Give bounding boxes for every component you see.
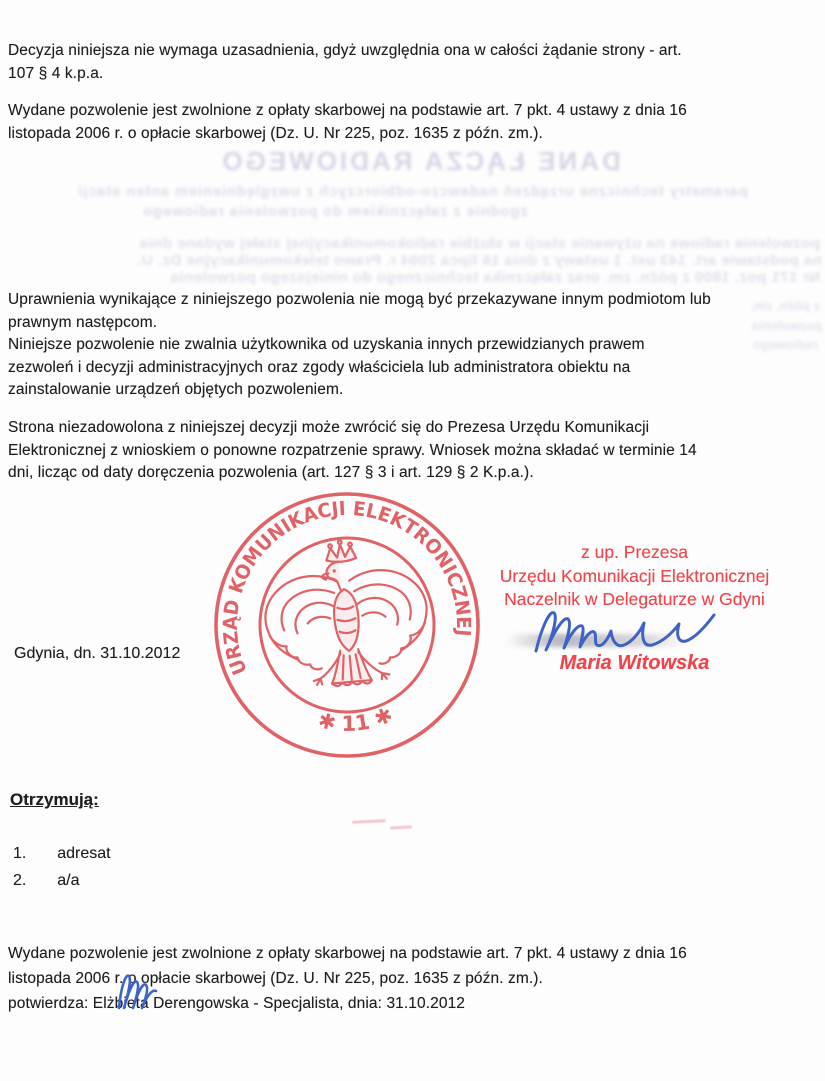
text-line: potwierdza: Elżbieta Derengowska - Specjalista, dnia: 31.10.2012	[8, 995, 466, 1012]
signature-stroke	[536, 613, 714, 651]
signatory-authority-block	[452, 541, 817, 612]
text-line: Wydane pozwolenie jest zwolnione z opłaty skarbowej na podstawie art. 7 pkt. 4 ustawy z dnia 16	[8, 945, 687, 962]
text-line: Decyzja niniejsza nie wymaga uzasadnienia, gdyż uwzględnia ona w całości żądanie strony - art.	[8, 42, 682, 59]
text-line: Niniejsze pozwolenie nie zwalnia użytkownika od uzyskania innych przewidzianych prawem	[8, 336, 645, 353]
distribution-item	[13, 872, 80, 890]
text-line: 107 § 4 k.p.a.	[8, 64, 104, 82]
bleedthrough-side-mark: radiowego	[752, 337, 818, 352]
item-number: 1.	[13, 845, 27, 862]
signatory-name: Maria Witowska	[559, 652, 710, 674]
official-round-stamp	[206, 484, 488, 766]
stamp-number-text: ✱ 11 ✱	[315, 702, 397, 736]
paragraph-appeal-rights	[8, 417, 697, 485]
bleedthrough-paragraph-line: na podstawie art. 143 ust. 1 ustawy z dnia 16 lipca 2004 r. Prawo telekomunikacyjne Dz. U.	[136, 252, 822, 269]
text-line: Uprawnienia wynikające z niniejszego pozwolenia nie mogą być przekazywane innym podmiotom lub	[8, 291, 711, 308]
item-label: adresat	[57, 845, 111, 862]
text-line: dni, licząc od daty doręczenia pozwolenia (art. 127 § 3 i art. 129 § 2 K.p.a.).	[8, 464, 534, 481]
text-line: listopada 2006 r. o opłacie skarbowej (Dz. U. Nr 225, poz. 1635 z późn. zm.).	[8, 970, 543, 987]
paragraph-no-justification	[8, 40, 682, 85]
paragraph-fee-exemption-top	[8, 100, 687, 145]
paragraph-fee-exemption-footer	[8, 941, 687, 1016]
handwritten-paraph	[112, 966, 164, 1014]
stray-ink-mark	[390, 825, 412, 829]
text-line: zainstalowanie urządzeń objętych pozwoleniem.	[8, 381, 344, 398]
text-line: listopada 2006 r. o opłacie skarbowej (Dz. U. Nr 225, poz. 1635 z późn. zm.).	[8, 124, 543, 142]
text-line: prawnym następcom.	[8, 313, 158, 331]
place-and-date: Gdynia, dn. 31.10.2012	[14, 645, 181, 662]
bleedthrough-side-mark: pozwolenia	[751, 318, 822, 333]
text-line: zezwoleń i decyzji administracyjnych oraz zgody właściciela lub administratora obiektu na	[8, 358, 631, 376]
text-line: Elektronicznej z wnioskiem o ponowne rozpatrzenie sprawy. Wniosek można składać w terminie 14	[8, 441, 697, 459]
text-line: Strona niezadowolona z niniejszej decyzji może zwrócić się do Prezesa Urzędu Komunikacji	[8, 419, 650, 436]
authority-line: z up. Prezesa	[581, 542, 688, 562]
authority-line: Naczelnik w Delegaturze w Gdyni	[504, 589, 765, 609]
bleedthrough-side-mark: z późn. zm.	[750, 298, 820, 313]
handwritten-signature	[528, 602, 724, 656]
bleedthrough-paragraph-line: Nr 171 poz. 1800 z późn. zm. oraz załącznika technicznego do niniejszego pozwolenia	[170, 269, 820, 286]
bleedthrough-subtitle2: zgodnie z załącznikiem do pozwolenia radiowego	[142, 204, 528, 220]
item-label: a/a	[57, 872, 80, 889]
stray-ink-mark	[352, 819, 386, 824]
item-number: 2.	[13, 872, 27, 889]
text-line: Wydane pozwolenie jest zwolnione z opłaty skarbowej na podstawie art. 7 pkt. 4 ustawy z dnia 16	[8, 102, 687, 119]
paraph-stroke	[119, 976, 156, 1008]
polish-eagle-emblem	[259, 533, 433, 691]
paragraph-rights-transfer	[8, 289, 711, 402]
stamp-ring-text: URZĄD KOMUNIKACJI ELEKTRONICZNEJ	[218, 497, 476, 679]
bleedthrough-paragraph-line: pozwolenie radiowe na używanie stacji w służbie radiokomunikacyjnej stałej wydane dnia	[139, 235, 820, 252]
distribution-item	[13, 845, 111, 863]
distribution-heading: Otrzymują:	[10, 790, 99, 809]
bleedthrough-subtitle: parametry techniczne urządzeń nadawczo-odbiorczych z uwzględnieniem anten stacji	[77, 184, 748, 200]
authority-line: Urzędu Komunikacji Elektronicznej	[499, 565, 770, 586]
bleedthrough-title: DANE ŁĄCZA RADIOWEGO	[219, 146, 621, 176]
